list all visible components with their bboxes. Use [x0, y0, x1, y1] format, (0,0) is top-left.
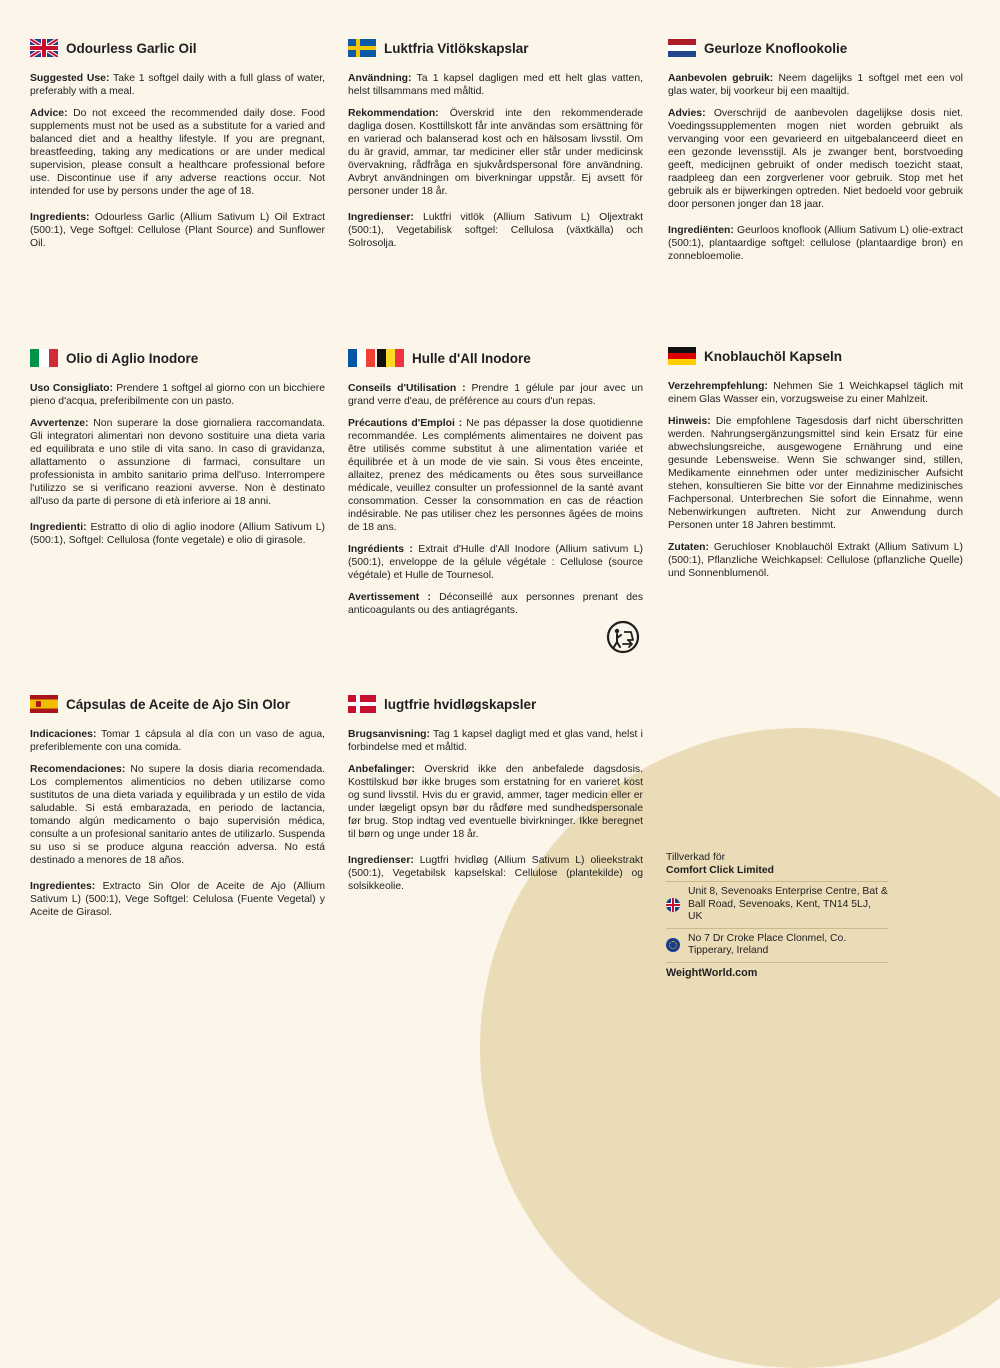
- belgium-flag-icon: [377, 349, 404, 367]
- section-title: Knoblauchöl Kapseln: [704, 348, 843, 364]
- section-header: [30, 694, 325, 714]
- ingredients: Zutaten: Geruchloser Knoblauchöl Extrakt (Allium Sativum L) (500:1), Pflanzliche Weichkapsel: Cellulose (pflanzliche Quelle) und Sonnenblumenöl.: [668, 542, 963, 579]
- advice: Recomendaciones: No supere la dosis diaria recomendada. Los complementos alimenticios no deben utilizarse como sustitutos de una dieta variada y equilibrada y un estilo de vida saludable. Si está embarazada, en periodo de lactancia, tomando algún medicamento o bajo supervisión médica, consulte a un profesional sanitario antes de utilizarlo. Suspenda su uso si se produce alguna reacción adversa. No está destinado a menores de 18 años.: [30, 764, 325, 866]
- ingredients: Ingredienti: Estratto di olio di aglio inodore (Allium Sativum L) (500:1), Softgel: Cellulosa (fonte vegetale) e olio di girasole.: [30, 522, 325, 546]
- section-title: Cápsulas de Aceite de Ajo Sin Olor: [66, 696, 291, 712]
- uk-address: Unit 8, Sevenoaks Enterprise Centre, Bat & Ball Road, Sevenoaks, Kent, TN14 5LJ, UK: [688, 886, 888, 922]
- germany-flag-icon: [668, 347, 696, 365]
- suggested-use: Verzehrempfehlung: Nehmen Sie 1 Weichkapsel täglich mit einem Glas Wasser ein, vorzugsweise zu einer Mahlzeit.: [668, 381, 963, 405]
- eu-address: No 7 Dr Croke Place Clonmel, Co. Tipperary, Ireland: [688, 932, 847, 956]
- eu-address-row: [666, 928, 888, 962]
- suggested-use: Suggested Use: Take 1 softgel daily with a full glass of water, preferably with a meal.: [30, 73, 326, 97]
- section-title: Odourless Garlic Oil: [66, 40, 197, 56]
- section-header: [348, 38, 643, 58]
- section-header: [348, 694, 643, 714]
- made-for-label: Tillverkad för: [666, 852, 726, 863]
- section-english: [30, 38, 325, 259]
- suggested-use: Användning: Ta 1 kapsel dagligen med ett helt glas vatten, helst tillsammans med måltid.: [348, 73, 643, 97]
- section-dutch: [668, 38, 963, 272]
- section-danish: [348, 694, 643, 902]
- triman-recycling-icon: [606, 620, 640, 654]
- advice: Hinweis: Die empfohlene Tagesdosis darf nicht überschritten werden. Nahrungsergänzungsmittel sind kein Ersatz für eine abwechslungsreiche, ausgewogene Ernährung und eine gesunde Lebensweise. Wenn Sie schwanger sind, stillen, Medikamente einnehmen oder unter medizinischer Aufsicht stehen, konsultieren Sie bitte vor der Einnahme medizinisches Fachpersonal. Unterbrechen Sie sofort die Einnahme, wenn Nebenwirkungen auftreten. Nicht zur Anwendung durch Personen unter 18 Jahren bestimmt.: [668, 416, 963, 531]
- advice: Anbefalinger: Overskrid ikke den anbefalede dagsdosis. Kosttilskud bør ikke bruges som erstatning for en varieret kost og sund livsstil. Hvis du er gravid, ammer, tager medicin eller er under lægeligt opsyn bør du rådføre med sundhedspersonale før brug. Stop indtag ved eventuelle bivirkninger. Ikke beregnet til børn og unge under 18 år.: [348, 764, 644, 840]
- advice: Précautions d'Emploi : Ne pas dépasser la dose quotidienne recommandée. Les compléments alimentaires ne doivent pas être utilisés comme substitut à une alimentation variée et équilibrée et à un mode de vie sain. Si vous êtes enceinte, allaitez, prenez des médicaments ou êtes sous surveillance médicale, veuillez consulter un professionnel de la santé avant consommation. Cesser la consommation en cas de réaction indésirable. Ne pas utiliser chez les personnes âgées de moins de 18 ans.: [348, 418, 643, 533]
- section-german: [668, 346, 963, 589]
- section-header: [30, 38, 325, 58]
- website-link[interactable]: WeightWorld.com: [666, 962, 888, 979]
- italy-flag-icon: [30, 349, 58, 367]
- section-swedish: [348, 38, 643, 259]
- warning: Avertissement : Déconseillé aux personnes prenant des anticoagulants ou des antiagrégants.: [348, 592, 644, 616]
- flag-pair: [348, 349, 404, 367]
- section-header: [348, 348, 643, 368]
- company-name: Comfort Click Limited: [666, 865, 774, 876]
- section-french: [348, 348, 643, 626]
- sweden-flag-icon: [348, 39, 376, 57]
- section-header: [30, 348, 325, 368]
- section-header: [668, 346, 963, 366]
- section-title: Hulle d'All Inodore: [412, 350, 531, 366]
- france-flag-icon: [348, 349, 375, 367]
- advice: Advice: Do not exceed the recommended daily dose. Food supplements must not be used as a substitute for a varied and balanced diet and a healthy lifestyle. If you are pregnant, breastfeeding, taking any medications or are under medical supervision, please consult a healthcare professional before use. Discontinue use if any adverse reactions occur. Not intended for use by persons under the age of 18.: [30, 108, 326, 197]
- advice: Rekommendation: Överskrid inte den rekommenderade dagliga dosen. Kosttillskott får inte användas som ersättning för en varierad och balanserad kost och en hälsosam livsstil. Om du är gravid, ammar, tar mediciner eller står under medicinsk övervakning, rådfråga en sjukvårdspersonal före användning. Avbryt användningen om biverkningar uppstår. Ej avsett för personer under 18 år.: [348, 108, 644, 197]
- uk-flag-icon: [30, 39, 58, 57]
- suggested-use: Conseils d'Utilisation : Prendre 1 gélule par jour avec un grand verre d'eau, de préférence au cours d'un repas.: [348, 383, 643, 407]
- ingredients: Ingrédients : Extrait d'Hulle d'All Inodore (Allium sativum L) (500:1), enveloppe de la gélule végétale : Cellulose (source végétale) et Hulle de Tournesol.: [348, 544, 643, 581]
- eu-flag-icon: [666, 938, 680, 952]
- section-title: Luktfria Vitlökskapslar: [384, 40, 529, 56]
- section-italian: [30, 348, 325, 556]
- section-title: Geurloze Knoflookolie: [704, 40, 848, 56]
- suggested-use: Aanbevolen gebruik: Neem dagelijks 1 softgel met een vol glas water, bij voorkeur bij een maaltijd.: [668, 73, 963, 97]
- section-spanish: [30, 694, 325, 928]
- manufacturer-info: [666, 852, 888, 979]
- denmark-flag-icon: [348, 695, 376, 713]
- ingredients: Ingredienser: Luktfri vitlök (Allium Sativum L) Oljextrakt (500:1), Vegetabilisk softgel: Cellulosa (växtkälla) och Solrosolja.: [348, 212, 643, 249]
- netherlands-flag-icon: [668, 39, 696, 57]
- spain-flag-icon: [30, 695, 58, 713]
- suggested-use: Brugsanvisning: Tag 1 kapsel dagligt med et glas vand, helst i forbindelse med et måltid.: [348, 729, 643, 753]
- uk-flag-icon: [666, 898, 680, 912]
- suggested-use: Indicaciones: Tomar 1 cápsula al día con un vaso de agua, preferiblemente con una comida.: [30, 729, 325, 753]
- section-title: lugtfrie hvidløgskapsler: [384, 696, 537, 712]
- ingredients: Ingrediënten: Geurloos knoflook (Allium Sativum L) olie-extract (500:1), plantaardige softgel: cellulose (plantaardige bron) en zonnebloemolie.: [668, 225, 964, 262]
- section-title: Olio di Aglio Inodore: [66, 350, 199, 366]
- ingredients: Ingredienser: Lugtfri hvidløg (Allium Sativum L) olieekstrakt (500:1), Vegetabilsk kapselskal: Cellulose (plantekilde) og solsikkeolie.: [348, 855, 643, 892]
- suggested-use: Uso Consigliato: Prendere 1 softgel al giorno con un bicchiere pieno d'acqua, preferibilmente con un pasto.: [30, 383, 325, 407]
- section-header: [668, 38, 963, 58]
- advice: Advies: Overschrijd de aanbevolen dagelijkse dosis niet. Voedingssupplementen mogen niet worden gebruikt als vervanging voor een gevarieerd en uitgebalanceerd dieet en een gezonde levensstijl. Als je zwanger bent, borstvoeding geeft, medicijnen gebruikt of onder medisch toezicht staat, raadpleeg dan een zorgverlener voor gebruik. Stop met het gebruik als er bijwerkingen optreden. Niet bedoeld voor gebruik door personen jonger dan 18 jaar.: [668, 108, 964, 210]
- uk-address-row: [666, 881, 888, 928]
- ingredients: Ingredientes: Extracto Sin Olor de Aceite de Ajo (Allium Sativum L) (500:1), Vege Softgel: Celulosa (Fuente Vegetal) y Aceite de Girasol.: [30, 881, 325, 918]
- advice: Avvertenze: Non superare la dose giornaliera raccomandata. Gli integratori alimentari non devono sostituire una dieta varia ed equilibrata e uno stile di vita sano. In caso di gravidanza, allattamento o assunzione di farmaci, consultare un professionista in ambito sanitario prima dell'uso. Interrompere l'utilizzo se si verificano reazioni avverse. Non è destinato all'uso da parte di persone di età inferiore ai 18 anni.: [30, 418, 326, 507]
- ingredients: Ingredients: Odourless Garlic (Allium Sativum L) Oil Extract (500:1), Vege Softgel: Cellulose (Plant Source) and Sunflower Oil.: [30, 212, 325, 249]
